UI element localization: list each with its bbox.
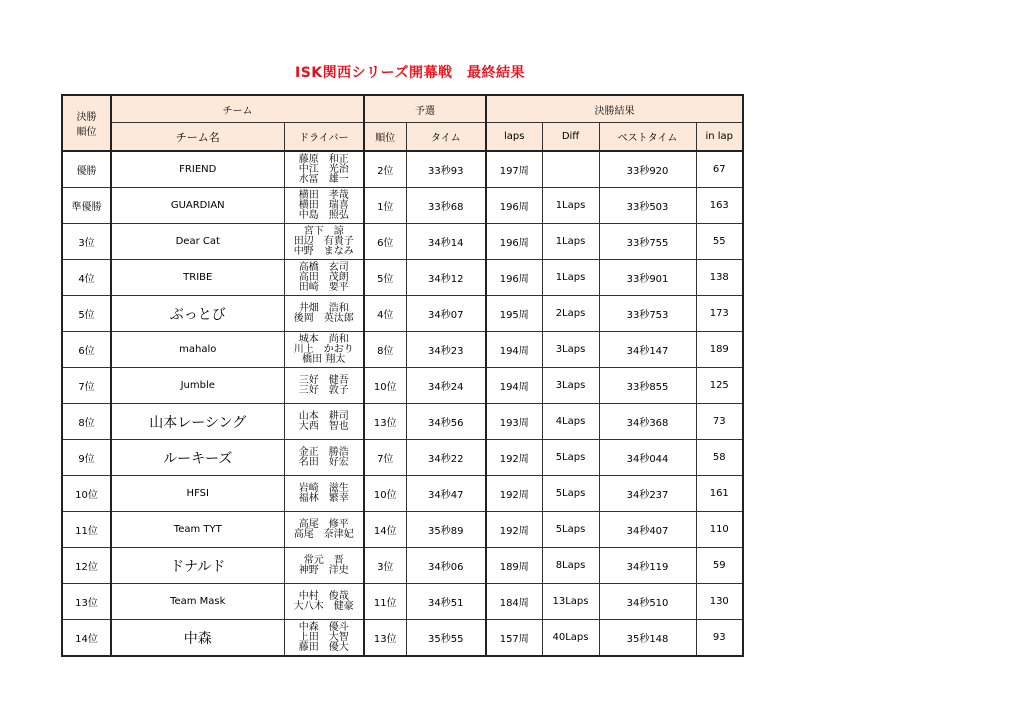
header-final-group: 決勝結果 [486, 95, 743, 123]
driver-name: 高尾 修平 [298, 518, 349, 530]
in-lap-cell: 163 [696, 188, 743, 224]
table-row [62, 260, 743, 296]
driver-name: 横田 瑞喜 [298, 199, 349, 211]
team-name-cell: Team Mask [111, 584, 284, 620]
table-row [62, 332, 743, 368]
best-time-cell: 34秒407 [599, 512, 696, 548]
laps-cell: 196周 [486, 260, 542, 296]
header-best-time: ベストタイム [599, 123, 696, 152]
team-name-cell: mahalo [111, 332, 284, 368]
diff-cell: 8Laps [542, 548, 599, 584]
driver-name: 上田 大智 [298, 631, 349, 643]
driver-name: 神野 洋史 [298, 564, 349, 576]
team-name-cell: ルーキーズ [111, 440, 284, 476]
diff-cell: 1Laps [542, 260, 599, 296]
drivers-cell [284, 512, 364, 548]
qualifying-rank-cell: 10位 [364, 476, 406, 512]
driver-name: 中野 まなみ [293, 245, 354, 257]
driver-name: 高橋 玄司 [298, 261, 349, 273]
table-row [62, 584, 743, 620]
best-time-cell: 33秒855 [599, 368, 696, 404]
final-rank-cell: 7位 [62, 368, 111, 404]
driver-name: 三好 健吾 [298, 374, 349, 386]
in-lap-cell: 173 [696, 296, 743, 332]
driver-name: 中村 俊哉 [298, 590, 349, 602]
in-lap-cell: 138 [696, 260, 743, 296]
in-lap-cell: 73 [696, 404, 743, 440]
final-rank-cell: 10位 [62, 476, 111, 512]
qualifying-time-cell: 34秒14 [406, 224, 486, 260]
in-lap-cell: 55 [696, 224, 743, 260]
table-row [62, 548, 743, 584]
qualifying-time-cell: 34秒24 [406, 368, 486, 404]
drivers-cell [284, 368, 364, 404]
qualifying-time-cell: 34秒56 [406, 404, 486, 440]
laps-cell: 194周 [486, 368, 542, 404]
in-lap-cell: 59 [696, 548, 743, 584]
final-rank-cell: 5位 [62, 296, 111, 332]
table-row [62, 224, 743, 260]
best-time-cell: 33秒901 [599, 260, 696, 296]
driver-name: 藤原 和正 [298, 153, 349, 165]
team-name-cell: ぶっとび [111, 296, 284, 332]
qualifying-time-cell: 34秒12 [406, 260, 486, 296]
final-rank-cell: 8位 [62, 404, 111, 440]
header-team-group: チーム [111, 95, 364, 123]
driver-name: 水冨 雄一 [298, 173, 349, 185]
team-name-cell: Team TYT [111, 512, 284, 548]
header-final-rank-line1: 決勝 [76, 112, 97, 123]
best-time-cell: 34秒368 [599, 404, 696, 440]
qualifying-rank-cell: 13位 [364, 404, 406, 440]
driver-name: 城本 尚和 [298, 333, 349, 345]
table-row [62, 440, 743, 476]
header-final-rank [62, 95, 111, 151]
table-row [62, 620, 743, 657]
laps-cell: 157周 [486, 620, 542, 657]
driver-name: 高田 茂朗 [298, 271, 349, 283]
qualifying-rank-cell: 11位 [364, 584, 406, 620]
driver-name: 横田 孝哉 [298, 189, 349, 201]
qualifying-time-cell: 34秒06 [406, 548, 486, 584]
qualifying-time-cell: 34秒22 [406, 440, 486, 476]
driver-name: 藤田 優大 [298, 641, 349, 653]
final-rank-cell: 優勝 [62, 151, 111, 188]
header-qualifying-group: 予選 [364, 95, 486, 123]
final-rank-cell: 14位 [62, 620, 111, 657]
final-rank-cell: 準優勝 [62, 188, 111, 224]
in-lap-cell: 189 [696, 332, 743, 368]
header-row-groups [62, 95, 743, 123]
table-row [62, 188, 743, 224]
qualifying-rank-cell: 6位 [364, 224, 406, 260]
header-team-name: チーム名 [111, 123, 284, 152]
driver-name: 中森 優斗 [298, 621, 349, 633]
drivers-cell [284, 440, 364, 476]
team-name-cell: ドナルド [111, 548, 284, 584]
drivers-cell [284, 332, 364, 368]
diff-cell: 5Laps [542, 440, 599, 476]
team-name-cell: 山本レーシング [111, 404, 284, 440]
diff-cell: 5Laps [542, 512, 599, 548]
laps-cell: 192周 [486, 440, 542, 476]
team-name-cell: 中森 [111, 620, 284, 657]
in-lap-cell: 58 [696, 440, 743, 476]
best-time-cell: 33秒755 [599, 224, 696, 260]
driver-name: 高尾 奈津妃 [293, 528, 354, 540]
in-lap-cell: 130 [696, 584, 743, 620]
driver-name: 橋田 翔太 [302, 353, 346, 365]
qualifying-rank-cell: 5位 [364, 260, 406, 296]
table-row [62, 296, 743, 332]
driver-name: 大八木 健豪 [293, 600, 354, 612]
in-lap-cell: 93 [696, 620, 743, 657]
laps-cell: 196周 [486, 188, 542, 224]
best-time-cell: 35秒148 [599, 620, 696, 657]
laps-cell: 189周 [486, 548, 542, 584]
laps-cell: 194周 [486, 332, 542, 368]
laps-cell: 195周 [486, 296, 542, 332]
qualifying-time-cell: 35秒55 [406, 620, 486, 657]
team-name-cell: FRIEND [111, 151, 284, 188]
table-row [62, 404, 743, 440]
in-lap-cell: 67 [696, 151, 743, 188]
diff-cell: 3Laps [542, 368, 599, 404]
best-time-cell: 34秒237 [599, 476, 696, 512]
team-name-cell: HFSI [111, 476, 284, 512]
final-rank-cell: 12位 [62, 548, 111, 584]
drivers-cell [284, 404, 364, 440]
laps-cell: 196周 [486, 224, 542, 260]
best-time-cell: 33秒503 [599, 188, 696, 224]
final-rank-cell: 11位 [62, 512, 111, 548]
drivers-cell [284, 620, 364, 657]
laps-cell: 184周 [486, 584, 542, 620]
diff-cell [542, 151, 599, 188]
laps-cell: 197周 [486, 151, 542, 188]
qualifying-rank-cell: 1位 [364, 188, 406, 224]
diff-cell: 3Laps [542, 332, 599, 368]
driver-name: 後岡 英汰郎 [293, 312, 354, 324]
driver-name: 常元 晋 [303, 554, 344, 566]
header-driver: ドライバー [284, 123, 364, 152]
in-lap-cell: 110 [696, 512, 743, 548]
team-name-cell: Jumble [111, 368, 284, 404]
final-rank-cell: 9位 [62, 440, 111, 476]
diff-cell: 5Laps [542, 476, 599, 512]
final-rank-cell: 3位 [62, 224, 111, 260]
header-in-lap: in lap [696, 123, 743, 152]
driver-name: 山本 耕司 [298, 410, 349, 422]
laps-cell: 192周 [486, 476, 542, 512]
drivers-cell [284, 188, 364, 224]
qualifying-time-cell: 34秒23 [406, 332, 486, 368]
qualifying-rank-cell: 3位 [364, 548, 406, 584]
in-lap-cell: 161 [696, 476, 743, 512]
drivers-cell [284, 260, 364, 296]
drivers-cell [284, 584, 364, 620]
diff-cell: 40Laps [542, 620, 599, 657]
driver-name: 井畑 浩和 [298, 302, 349, 314]
qualifying-rank-cell: 7位 [364, 440, 406, 476]
driver-name: 岩崎 滋生 [298, 482, 349, 494]
table-row [62, 476, 743, 512]
header-q-rank: 順位 [364, 123, 406, 152]
qualifying-rank-cell: 13位 [364, 620, 406, 657]
laps-cell: 192周 [486, 512, 542, 548]
qualifying-rank-cell: 10位 [364, 368, 406, 404]
best-time-cell: 34秒119 [599, 548, 696, 584]
driver-name: 三好 敦子 [298, 384, 349, 396]
table-row [62, 512, 743, 548]
diff-cell: 1Laps [542, 224, 599, 260]
qualifying-rank-cell: 4位 [364, 296, 406, 332]
header-laps: laps [486, 123, 542, 152]
qualifying-time-cell: 34秒51 [406, 584, 486, 620]
driver-name: 川上 かおり [293, 343, 354, 355]
driver-name: 中江 光治 [298, 163, 349, 175]
team-name-cell: GUARDIAN [111, 188, 284, 224]
driver-name: 宮下 諒 [303, 225, 344, 237]
driver-name: 大西 智也 [298, 420, 349, 432]
qualifying-time-cell: 33秒93 [406, 151, 486, 188]
header-final-rank-line2: 順位 [76, 127, 97, 138]
table-row [62, 151, 743, 188]
drivers-cell [284, 224, 364, 260]
page-title: ISK関西シリーズ開幕戦 最終結果 [295, 65, 525, 81]
qualifying-time-cell: 34秒47 [406, 476, 486, 512]
best-time-cell: 34秒044 [599, 440, 696, 476]
driver-name: 福林 繁幸 [298, 492, 349, 504]
driver-name: 中島 照弘 [298, 209, 349, 221]
best-time-cell: 34秒147 [599, 332, 696, 368]
team-name-cell: Dear Cat [111, 224, 284, 260]
header-row-columns [62, 123, 743, 152]
best-time-cell: 33秒753 [599, 296, 696, 332]
drivers-cell [284, 151, 364, 188]
header-diff: Diff [542, 123, 599, 152]
qualifying-rank-cell: 14位 [364, 512, 406, 548]
qualifying-time-cell: 34秒07 [406, 296, 486, 332]
final-rank-cell: 6位 [62, 332, 111, 368]
driver-name: 名田 好宏 [298, 456, 349, 468]
header-q-time: タイム [406, 123, 486, 152]
driver-name: 田崎 要平 [298, 281, 349, 293]
diff-cell: 2Laps [542, 296, 599, 332]
drivers-cell [284, 548, 364, 584]
qualifying-time-cell: 33秒68 [406, 188, 486, 224]
best-time-cell: 34秒510 [599, 584, 696, 620]
drivers-cell [284, 296, 364, 332]
best-time-cell: 33秒920 [599, 151, 696, 188]
drivers-cell [284, 476, 364, 512]
diff-cell: 4Laps [542, 404, 599, 440]
in-lap-cell: 125 [696, 368, 743, 404]
results-table [61, 94, 744, 657]
driver-name: 田辺 有貴子 [293, 235, 354, 247]
diff-cell: 1Laps [542, 188, 599, 224]
final-rank-cell: 13位 [62, 584, 111, 620]
qualifying-rank-cell: 8位 [364, 332, 406, 368]
laps-cell: 193周 [486, 404, 542, 440]
qualifying-rank-cell: 2位 [364, 151, 406, 188]
table-row [62, 368, 743, 404]
team-name-cell: TRIBE [111, 260, 284, 296]
diff-cell: 13Laps [542, 584, 599, 620]
qualifying-time-cell: 35秒89 [406, 512, 486, 548]
driver-name: 金正 勝浩 [298, 446, 349, 458]
final-rank-cell: 4位 [62, 260, 111, 296]
